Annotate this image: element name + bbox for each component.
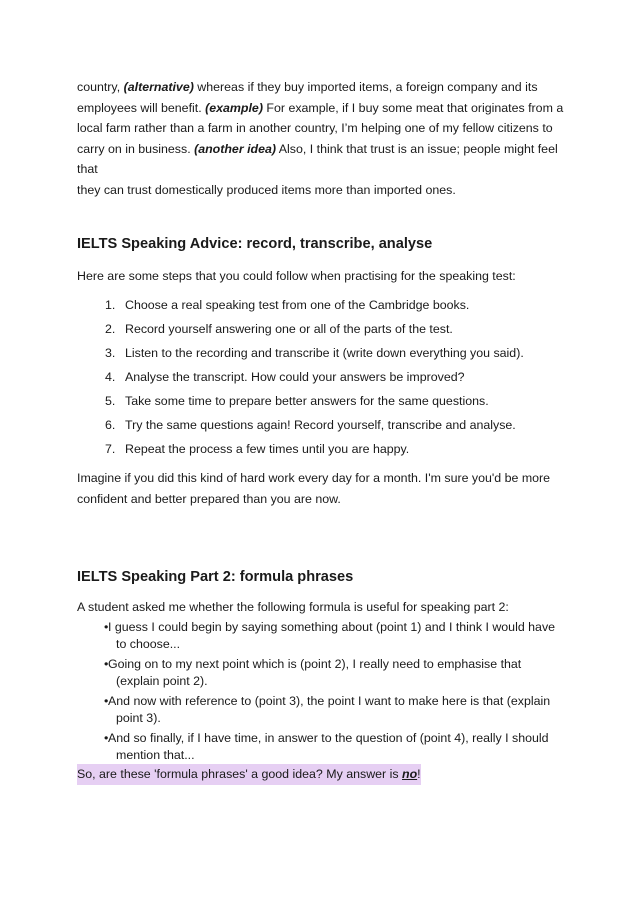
text-run: carry on in business. <box>77 141 195 156</box>
list-item-text: And so finally, if I have time, in answer to the question of (point 4), really I should <box>108 731 549 745</box>
list-item <box>77 656 567 690</box>
bullet-icon: • <box>104 694 109 708</box>
tag-alternative: (alternative) <box>123 80 194 94</box>
section-heading-formula-phrases: IELTS Speaking Part 2: formula phrases <box>77 569 354 585</box>
list-item <box>77 343 567 367</box>
paragraph-line <box>77 139 567 180</box>
list-item <box>77 367 567 391</box>
list-item-text: Repeat the process a few times until you are happy. <box>125 442 410 456</box>
list-item-text: Analyse the transcript. How could your answers be improved? <box>125 370 465 384</box>
list-number: 3. <box>105 346 116 360</box>
text-run: Also, I think that trust is an issue; people might feel that <box>77 141 558 177</box>
list-item-text: Try the same questions again! Record yourself, transcribe and analyse. <box>125 418 516 432</box>
list-number: 4. <box>105 370 116 384</box>
text-run: employees will benefit. <box>77 100 206 115</box>
text-run: ! <box>417 767 421 781</box>
paragraph-line <box>77 98 567 119</box>
tag-another-idea: (another idea) <box>194 141 277 156</box>
list-item <box>77 415 567 439</box>
list-item <box>77 730 567 764</box>
paragraph-line <box>77 77 567 98</box>
tag-example: (example) <box>205 100 263 115</box>
bullet-icon: • <box>104 731 109 745</box>
bullet-icon: • <box>104 657 109 671</box>
list-number: 7. <box>105 442 116 456</box>
list-item <box>77 295 567 319</box>
formula-list <box>77 619 567 767</box>
bullet-icon: • <box>104 620 109 634</box>
list-item-text: to choose... <box>116 637 181 651</box>
emphasis-no: no <box>402 767 418 781</box>
text-run: whereas if they buy imported items, a foreign company and its <box>193 80 538 94</box>
text-run: For example, if I buy some meat that originates from a <box>262 100 564 115</box>
text-run: So, are these 'formula phrases' a good idea? My answer is <box>77 767 402 781</box>
list-item-text: Listen to the recording and transcribe it (write down everything you said). <box>125 346 524 360</box>
list-item-text: Take some time to prepare better answers for the same questions. <box>125 394 489 408</box>
text-run: country, <box>77 80 124 94</box>
list-item <box>77 619 567 653</box>
paragraph-line: confident and better prepared than you are now. <box>77 491 341 506</box>
list-item <box>77 439 567 463</box>
list-item-text: Going on to my next point which is (point 2), I really need to emphasise that <box>108 657 522 671</box>
list-item <box>77 391 567 415</box>
list-item <box>77 693 567 727</box>
paragraph-line: Imagine if you did this kind of hard work every day for a month. I'm sure you'd be more <box>77 471 551 485</box>
section-intro: A student asked me whether the following formula is useful for speaking part 2: <box>77 600 509 614</box>
list-item <box>77 319 567 343</box>
paragraph-line: they can trust domestically produced items more than imported ones. <box>77 182 456 197</box>
section-heading-record-transcribe: IELTS Speaking Advice: record, transcribe, analyse <box>77 236 433 252</box>
highlighted-conclusion <box>77 764 421 785</box>
list-item-text: (explain point 2). <box>116 674 208 688</box>
steps-list <box>77 295 567 463</box>
list-item-text: Choose a real speaking test from one of the Cambridge books. <box>125 298 470 312</box>
list-item-text: Record yourself answering one or all of the parts of the test. <box>125 322 453 336</box>
section-intro: Here are some steps that you could follow when practising for the speaking test: <box>77 269 516 283</box>
list-item-text: And now with reference to (point 3), the point I want to make here is that (explain <box>108 694 551 708</box>
list-number: 2. <box>105 322 116 336</box>
list-item-text: point 3). <box>116 711 161 725</box>
paragraph-trust <box>77 77 567 201</box>
list-number: 5. <box>105 394 116 408</box>
list-number: 6. <box>105 418 116 432</box>
paragraph-line: local farm rather than a farm in another country, I’m helping one of my fellow citizens to <box>77 121 553 136</box>
list-item-text: mention that... <box>116 748 195 762</box>
list-number: 1. <box>105 298 116 312</box>
list-item-text: I guess I could begin by saying something about (point 1) and I think I would have <box>108 620 556 634</box>
paragraph-closing <box>77 468 567 509</box>
